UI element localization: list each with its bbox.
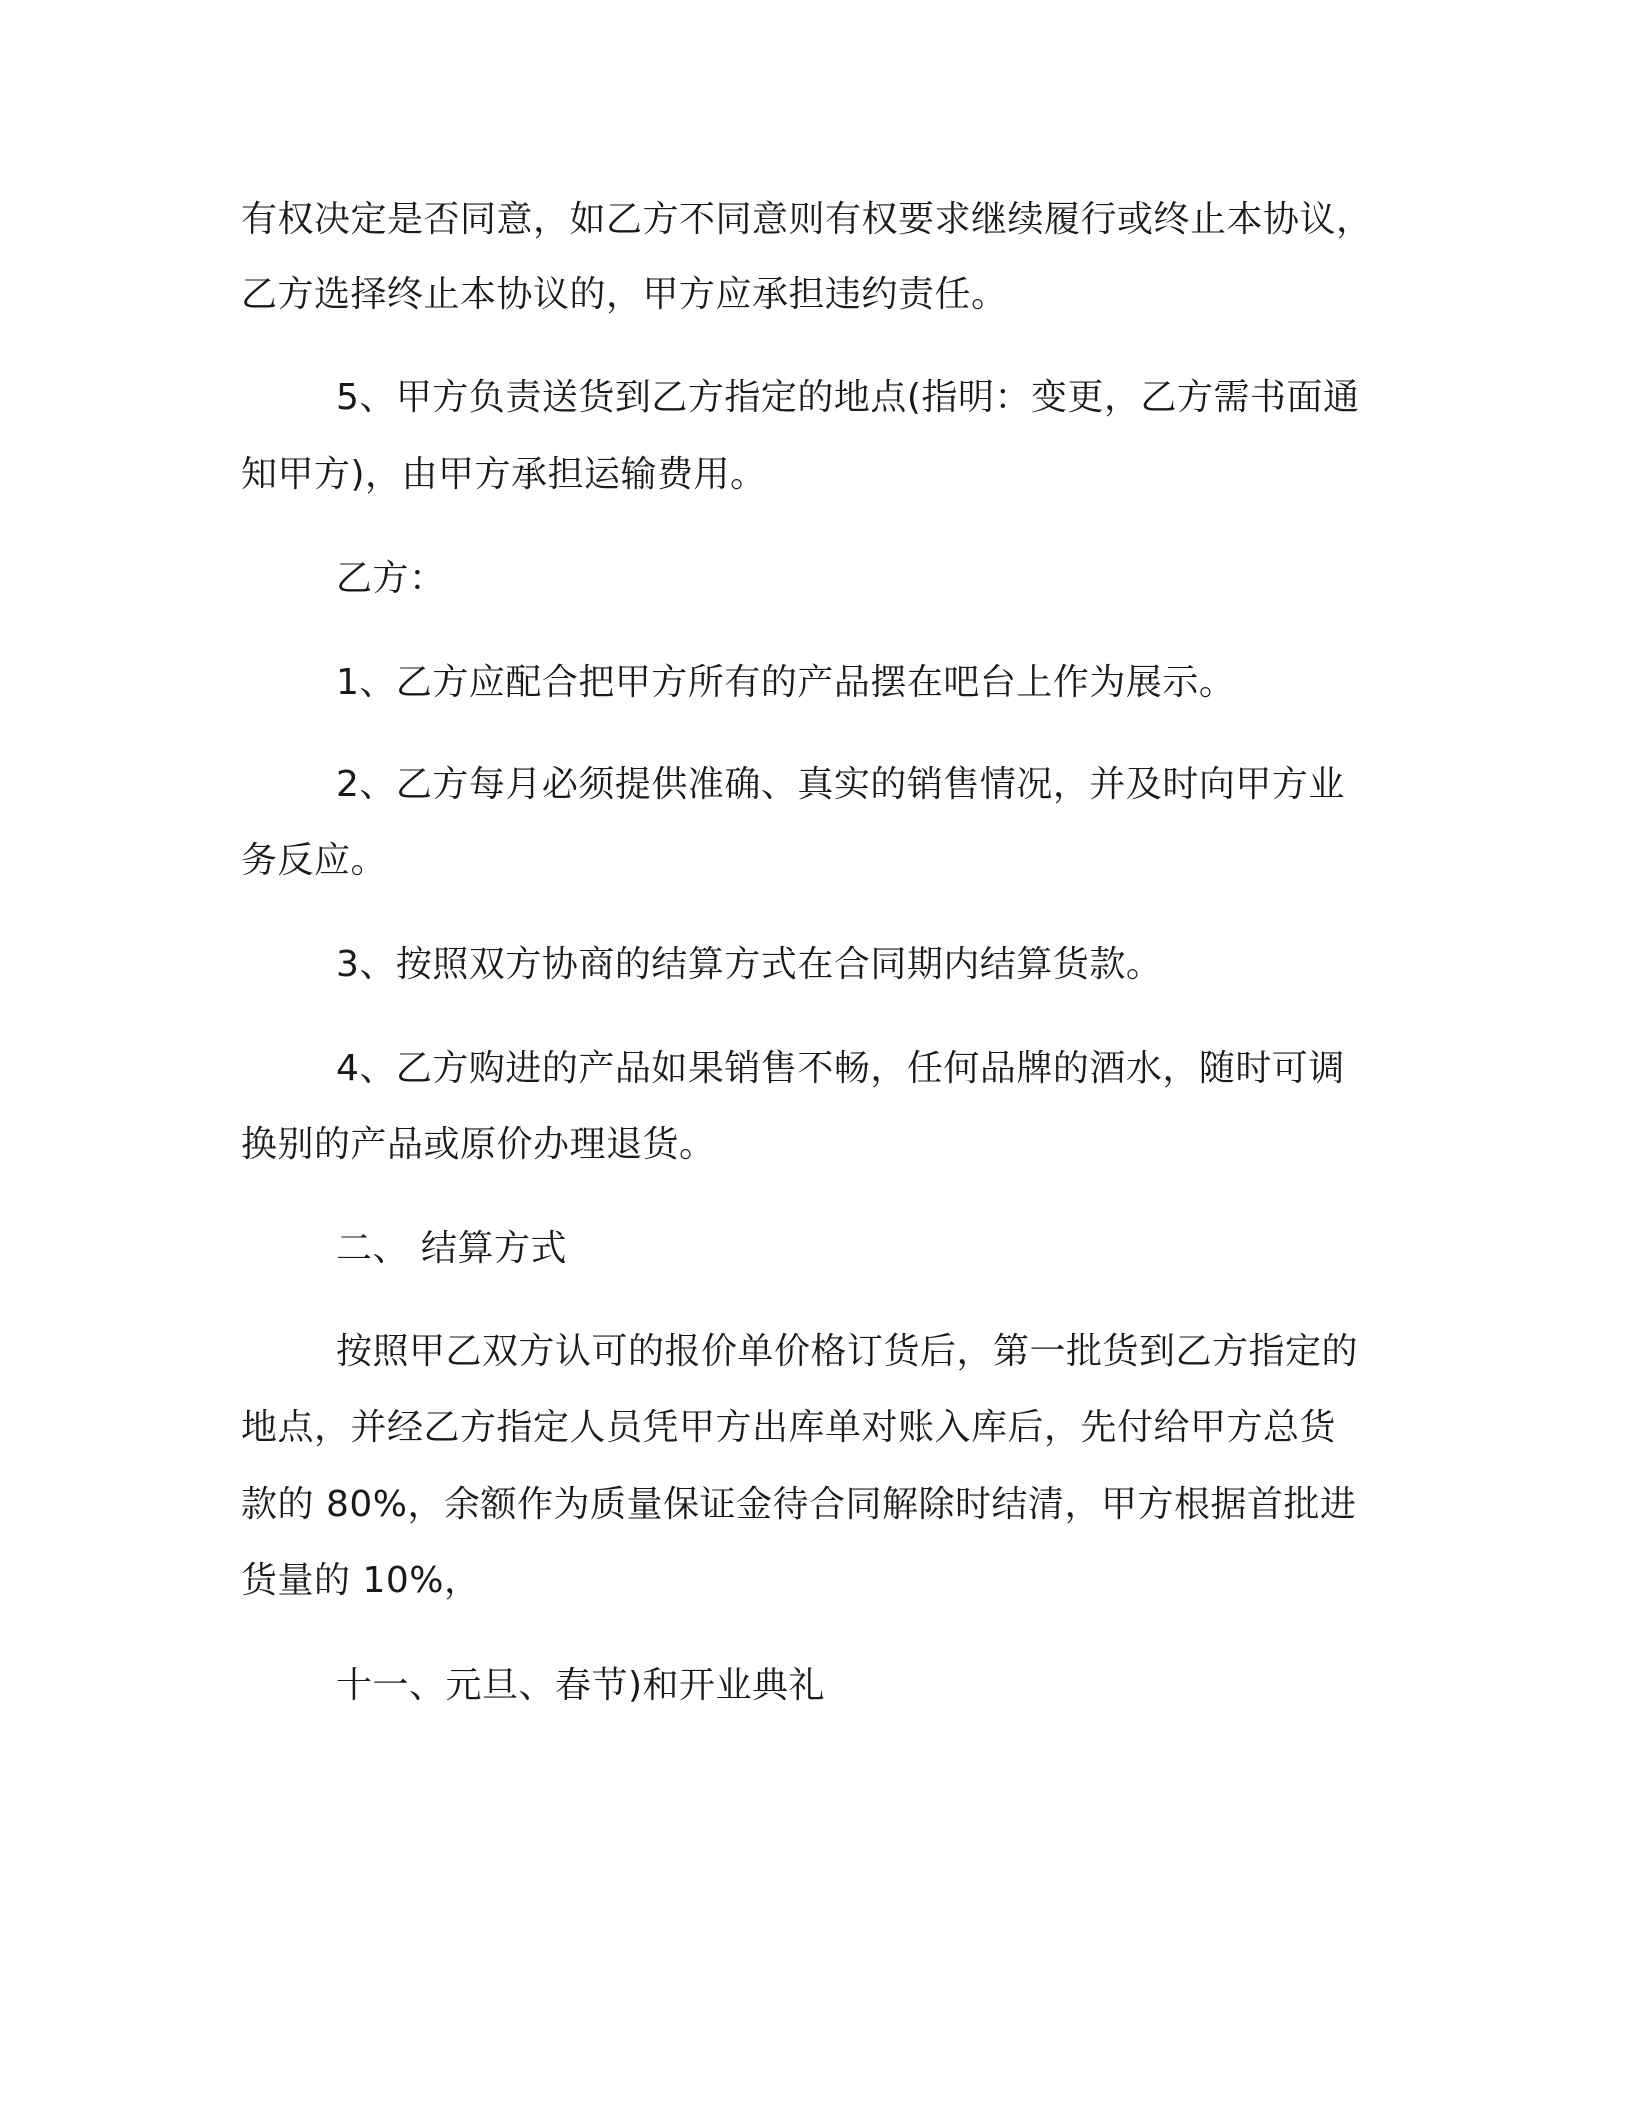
section-heading: 乙方： (336, 558, 446, 599)
text-line: 款的 80%，余额作为质量保证金待合同解除时结清，甲方根据首批进 (241, 1484, 1357, 1525)
section-heading: 二、 结算方式 (336, 1228, 567, 1269)
text-line: 5、甲方负责送货到乙方指定的地点(指明：变更，乙方需书面通 (336, 377, 1360, 418)
text-line: 4、乙方购进的产品如果销售不畅，任何品牌的酒水，随时可调 (336, 1048, 1345, 1089)
text-line: 换别的产品或原价办理退货。 (241, 1124, 716, 1165)
text-line: 按照甲乙双方认可的报价单价格订货后，第一批货到乙方指定的 (336, 1331, 1359, 1372)
text-line: 务反应。 (241, 840, 388, 881)
text-line: 乙方选择终止本协议的，甲方应承担违约责任。 (241, 274, 1008, 315)
text-line: 3、按照双方协商的结算方式在合同期内结算货款。 (336, 944, 1163, 985)
text-line: 2、乙方每月必须提供准确、真实的销售情况，并及时向甲方业 (336, 764, 1345, 805)
section-heading: 十一、元旦、春节)和开业典礼 (336, 1665, 826, 1706)
text-line: 有权决定是否同意，如乙方不同意则有权要求继续履行或终止本协议， (241, 199, 1373, 240)
text-line: 货量的 10%， (241, 1560, 481, 1601)
text-line: 地点，并经乙方指定人员凭甲方出库单对账入库后，先付给甲方总货 (241, 1407, 1337, 1448)
text-line: 1、乙方应配合把甲方所有的产品摆在吧台上作为展示。 (336, 662, 1236, 703)
text-line: 知甲方)，由甲方承担运输费用。 (241, 454, 767, 495)
